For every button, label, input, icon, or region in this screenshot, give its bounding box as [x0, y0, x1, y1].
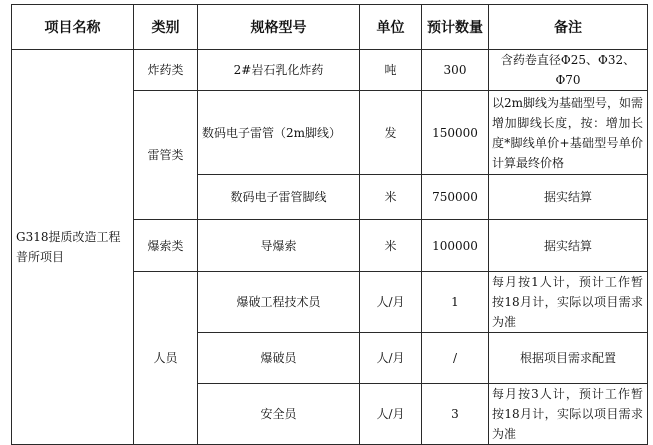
category-cell: 爆索类	[134, 220, 198, 272]
spec-cell: 数码电子雷管（2m脚线）	[198, 91, 360, 175]
materials-table	[11, 4, 648, 445]
header-row	[12, 5, 648, 50]
quantity-cell: /	[422, 333, 489, 384]
header-spec: 规格型号	[198, 5, 360, 50]
unit-cell: 米	[360, 175, 422, 220]
remark-cell: 每月按3人计，预计工作暂按18月计，实际以项目需求为准	[489, 384, 648, 445]
remark-cell: 以2m脚线为基础型号，如需增加脚线长度，按：增加长度*脚线单价+基础型号单价计算最终价格	[489, 91, 648, 175]
header-category: 类别	[134, 5, 198, 50]
category-cell: 人员	[134, 272, 198, 445]
header-quantity: 预计数量	[422, 5, 489, 50]
header-unit: 单位	[360, 5, 422, 50]
spec-cell: 爆破工程技术员	[198, 272, 360, 333]
quantity-cell: 1	[422, 272, 489, 333]
quantity-cell: 3	[422, 384, 489, 445]
quantity-cell: 300	[422, 50, 489, 91]
remark-cell: 据实结算	[489, 220, 648, 272]
spec-cell: 安全员	[198, 384, 360, 445]
header-remark: 备注	[489, 5, 648, 50]
remark-cell: 根据项目需求配置	[489, 333, 648, 384]
project-name-cell: G318提质改造工程普所项目	[12, 50, 134, 445]
quantity-cell: 100000	[422, 220, 489, 272]
quantity-cell: 750000	[422, 175, 489, 220]
spec-cell: 爆破员	[198, 333, 360, 384]
unit-cell: 米	[360, 220, 422, 272]
category-cell: 雷管类	[134, 91, 198, 220]
unit-cell: 吨	[360, 50, 422, 91]
remark-cell: 含药卷直径Φ25、Φ32、Φ70	[489, 50, 648, 91]
table-row	[12, 50, 648, 91]
unit-cell: 人/月	[360, 272, 422, 333]
header-project-name: 项目名称	[12, 5, 134, 50]
category-cell: 炸药类	[134, 50, 198, 91]
spec-cell: 数码电子雷管脚线	[198, 175, 360, 220]
unit-cell: 人/月	[360, 333, 422, 384]
spec-cell: 导爆索	[198, 220, 360, 272]
remark-cell: 据实结算	[489, 175, 648, 220]
unit-cell: 发	[360, 91, 422, 175]
unit-cell: 人/月	[360, 384, 422, 445]
spec-cell: 2#岩石乳化炸药	[198, 50, 360, 91]
quantity-cell: 150000	[422, 91, 489, 175]
remark-cell: 每月按1人计，预计工作暂按18月计，实际以项目需求为准	[489, 272, 648, 333]
